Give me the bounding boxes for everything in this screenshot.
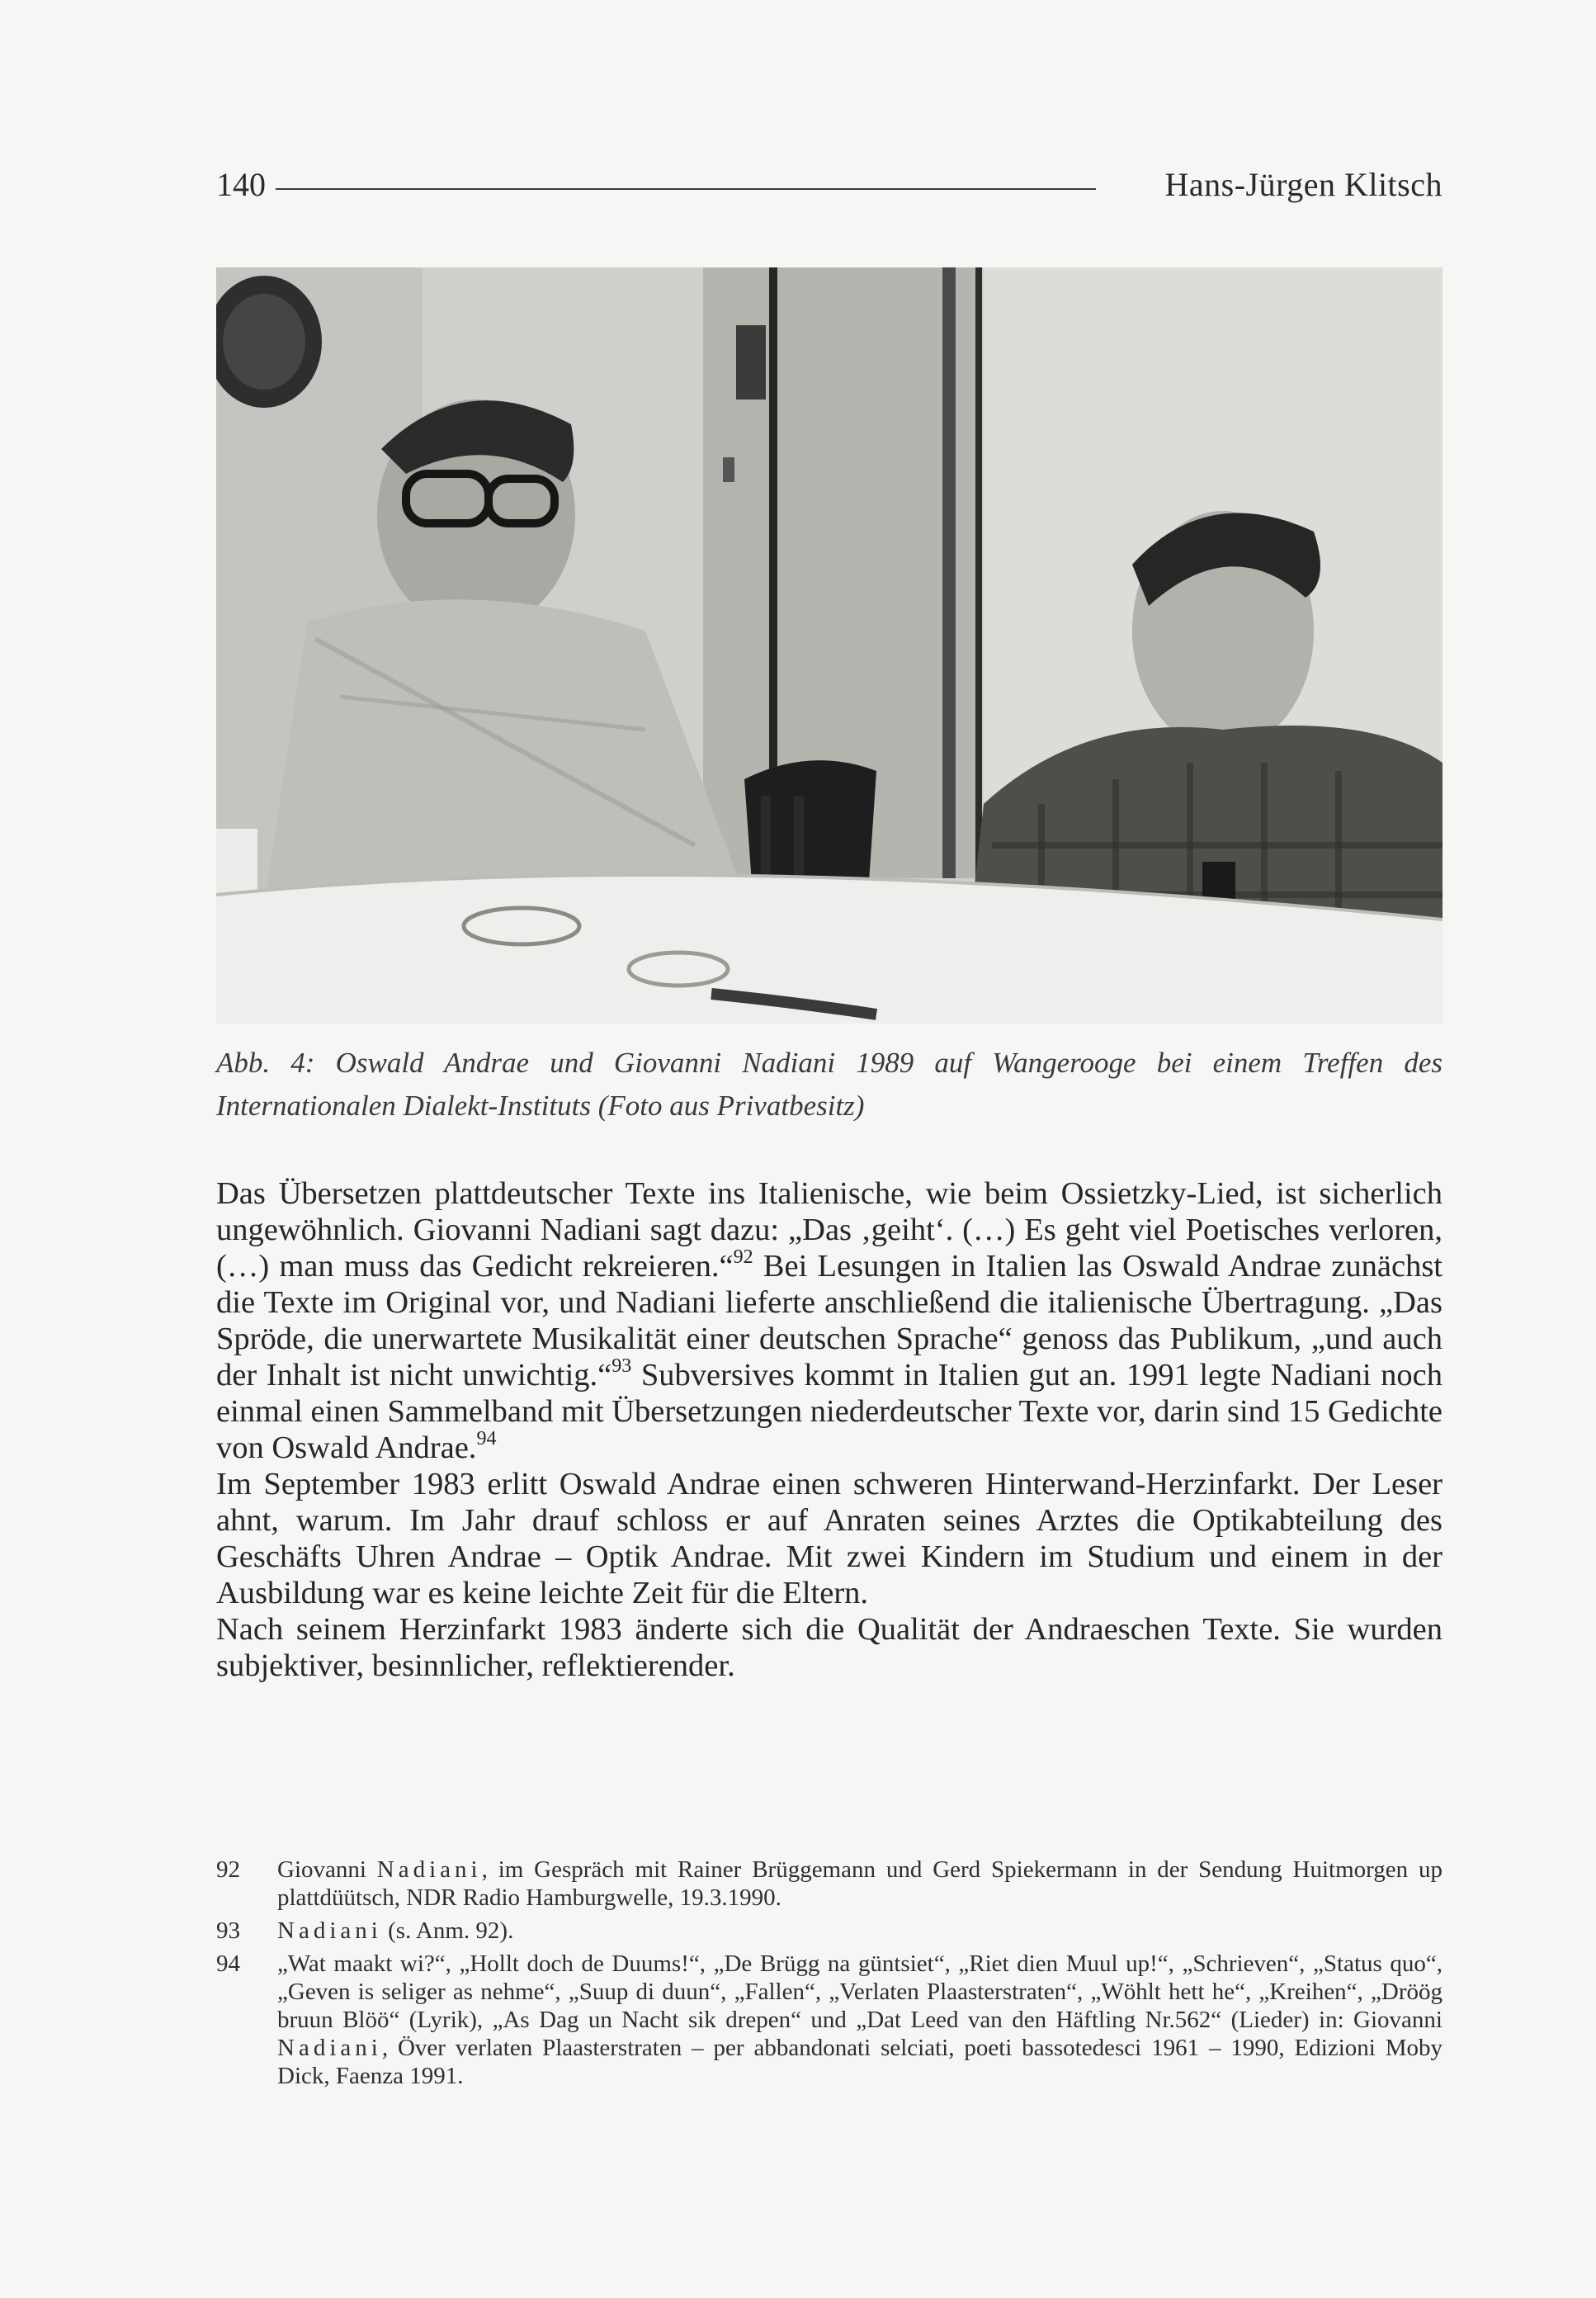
running-head: [216, 162, 1443, 211]
footnote-author: Nadiani: [277, 1917, 382, 1944]
paragraph-text: Das Übersetzen plattdeutscher Texte ins Italienische, wie beim Ossietzky-Lied, ist sicherlich ungewöhnlich. Giovanni Nadiani sagt dazu: „Das ‚geiht‘. (…) Es geht viel Poetisches verloren, (…) man muss das Gedicht rekreieren.“: [216, 1176, 1443, 1284]
footnote-text: , im Gespräch mit Rainer Brüggemann und Gerd Spiekermann in der Sendung Huitmorgen up plattdüütsch, NDR Radio Hamburgwelle, 19.3.1990.: [277, 1856, 1443, 1911]
figure-caption: Abb. 4: Oswald Andrae und Giovanni Nadiani 1989 auf Wangerooge bei einem Treffen des Internationalen Dialekt-Instituts (Foto aus Privatbesitz): [216, 1047, 1443, 1122]
footnote-number: 93: [216, 1917, 240, 1944]
paragraph: [216, 1175, 1443, 1466]
footnote-number: 94: [216, 1950, 240, 1977]
footnote: [216, 1917, 1443, 1945]
photograph: [216, 267, 1443, 1024]
running-head-author: Hans-Jürgen Klitsch: [1164, 166, 1443, 203]
footnote-author: Nadiani: [376, 1856, 482, 1883]
footnote-text: (s. Anm. 92).: [381, 1917, 514, 1944]
footnote-ref[interactable]: 93: [611, 1355, 632, 1378]
footnote-ref[interactable]: 94: [476, 1428, 497, 1450]
footnotes: [216, 1856, 1443, 2095]
footnote-author: Nadiani: [277, 2035, 382, 2061]
body-text: [216, 1175, 1443, 1684]
footnote-ref[interactable]: 92: [733, 1246, 753, 1269]
footnote: [216, 1950, 1443, 2090]
footnote-number: 92: [216, 1856, 240, 1883]
footnote: [216, 1856, 1443, 1912]
paragraph-text: Subversives kommt in Italien gut an. 1991 legte Nadiani noch einmal einen Sammelband mit Übersetzungen niederdeutscher Texte vor, darin sind 15 Gedichte von Oswald Andrae.: [216, 1358, 1443, 1465]
footnote-text: , Över verlaten Plaasterstraten – per abbandonati selciati, poeti bassotedesci 1961 – 1990, Edizioni Moby Dick, Faenza 1991.: [277, 2035, 1443, 2089]
footnote-text: „Wat maakt wi?“, „Hollt doch de Duums!“, „De Brügg na güntsiet“, „Riet dien Muul up!“, „Schrieven“, „Status quo“, „Geven is seliger as nehme“, „Suup di duun“, „Fallen“, „Verlaten Plaasterstraten“, „Wöhlt hett he“, „Kreihen“, „Dröög bruun Blöö“ (Lyrik), „As Dag un Nacht sik drepen“ und „Dat Leed van den Häftling Nr.562“ (Lieder) in: Giovanni: [277, 1950, 1443, 2033]
paragraph: Im September 1983 erlitt Oswald Andrae einen schweren Hinterwand-Herzinfarkt. Der Leser ahnt, warum. Im Jahr drauf schloss er auf Anraten seines Arztes die Optikabteilung des Geschäfts Uhren Andrae – Optik Andrae. Mit zwei Kindern im Studium und einem in der Ausbildung war es keine leichte Zeit für die Eltern.: [216, 1467, 1443, 1610]
header-rule: [276, 188, 1096, 190]
photograph-illustration: [216, 267, 1443, 1024]
footnote-text: Giovanni: [277, 1856, 377, 1883]
page-number: 140: [216, 166, 266, 203]
paragraph-text: Bei Lesungen in Italien las Oswald Andrae zunächst die Texte im Original vor, und Nadiani lieferte anschließend die italienische Übertragung. „Das Spröde, die unerwartete Musikalität einer deutschen Sprache“ genoss das Publikum, „und auch der Inhalt ist nicht unwichtig.“: [216, 1249, 1443, 1393]
paragraph: Nach seinem Herzinfarkt 1983 änderte sich die Qualität der Andraeschen Texte. Sie wurden subjektiver, besinnlicher, reflektierender.: [216, 1612, 1443, 1683]
